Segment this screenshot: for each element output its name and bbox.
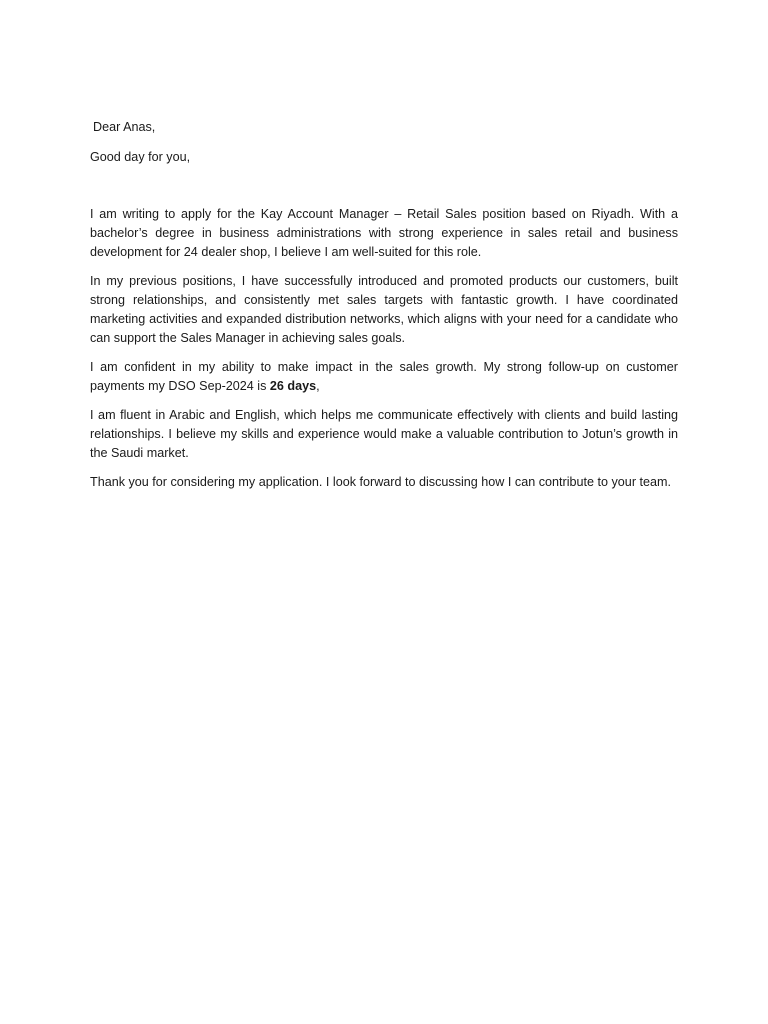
paragraph-confidence	[90, 358, 678, 396]
paragraph-application: I am writing to apply for the Kay Account Manager – Retail Sales position based on Riyadh. With a bachelor’s degree in business administrations with strong experience in sales retail and business development for 24 dealer shop, I believe I am well-suited for this role.	[90, 207, 678, 259]
salutation: Dear Anas,	[93, 120, 156, 134]
paragraph-experience: In my previous positions, I have successfully introduced and promoted products our customers, built strong relationships, and consistently met sales targets with fantastic growth. I have coordinated marketing activities and expanded distribution networks, which aligns with your need for a candidate who can support the Sales Manager in achieving sales goals.	[90, 274, 678, 345]
greeting: Good day for you,	[90, 150, 191, 164]
paragraph-confidence-trailing: ,	[316, 379, 320, 393]
paragraph-closing: Thank you for considering my application. I look forward to discussing how I can contribute to your team.	[90, 475, 672, 489]
dso-days-value: 26 days	[269, 379, 317, 393]
cover-letter	[90, 118, 678, 502]
paragraph-confidence-text: I am confident in my ability to make impact in the sales growth. My strong follow-up on customer payments my DSO Sep-2024 is	[90, 360, 678, 393]
paragraph-languages: I am fluent in Arabic and English, which helps me communicate effectively with clients and build lasting relationships. I believe my skills and experience would make a valuable contribution to Jotun’s growth in the Saudi market.	[90, 408, 678, 460]
